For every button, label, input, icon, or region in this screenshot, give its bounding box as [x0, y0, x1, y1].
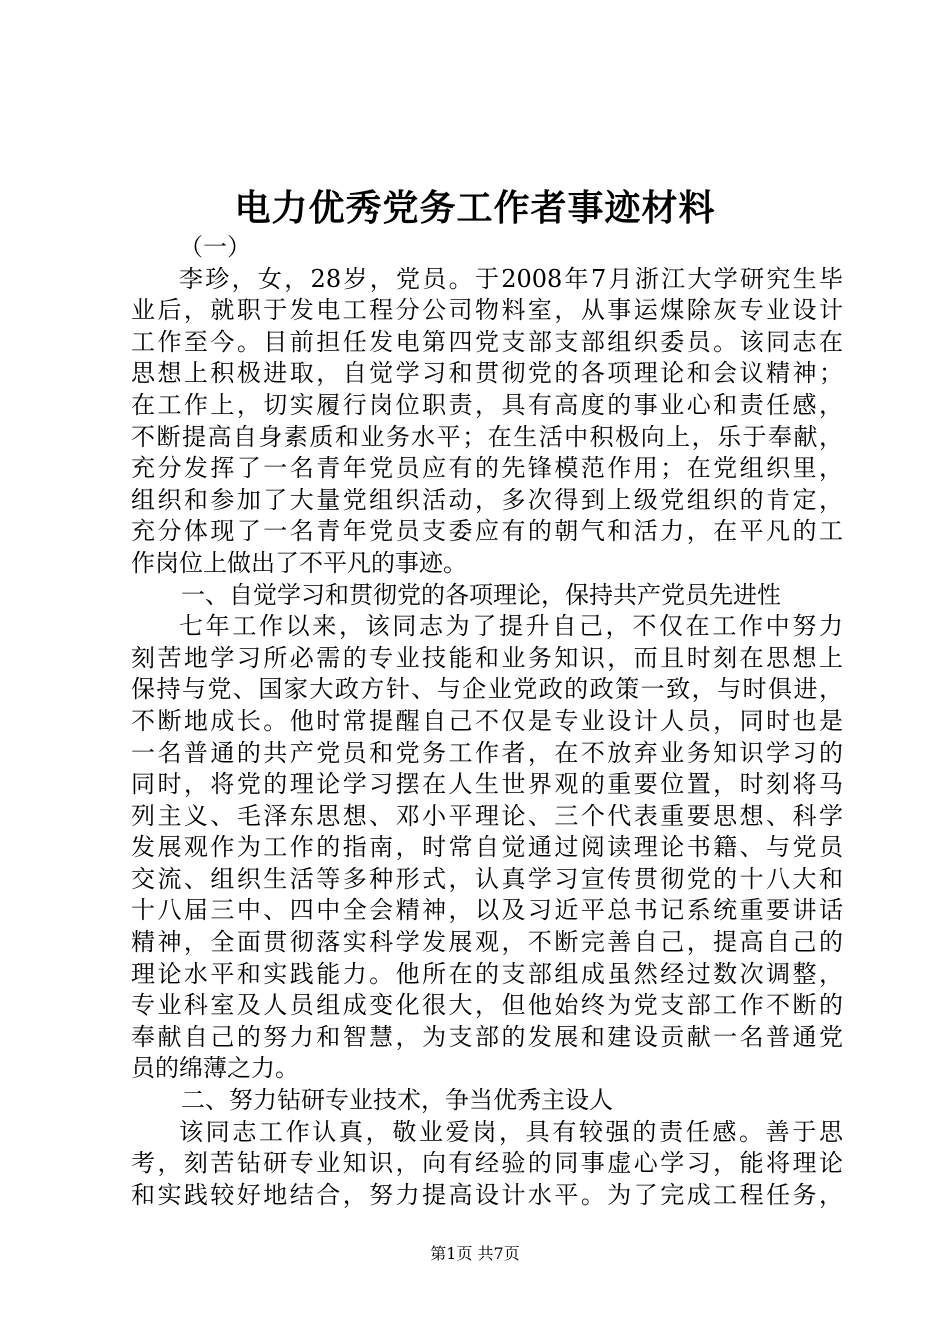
paragraph-line: 理论水平和实践能力。他所在的支部组成虽然经过数次调整，	[131, 959, 843, 988]
paragraph-line: 业后，就职于发电工程分公司物料室，从事运煤除灰专业设计	[131, 296, 843, 325]
paragraph-line: 和实践较好地结合，努力提高设计水平。为了完成工程任务，	[131, 1180, 843, 1209]
page-footer: 第1页 共7页	[430, 1244, 520, 1263]
paragraph-line: 工作至今。目前担任发电第四党支部支部组织委员。该同志在	[131, 327, 843, 356]
paragraph-line: 同时，将党的理论学习摆在人生世界观的重要位置，时刻将马	[131, 770, 843, 799]
section-heading: 二、努力钻研专业技术，争当优秀主设人	[181, 1086, 613, 1115]
paragraph-line: 十八届三中、四中全会精神，以及习近平总书记系统重要讲话	[131, 896, 843, 925]
paragraph-line: 李珍，女，28岁，党员。于2008年7月浙江大学研究生毕	[179, 264, 843, 293]
paragraph-line: 充分发挥了一名青年党员应有的先锋模范作用；在党组织里，	[131, 454, 843, 483]
paragraph-line: 在工作上，切实履行岗位职责，具有高度的事业心和责任感，	[131, 390, 843, 419]
paragraph-line: 思想上积极进取，自觉学习和贯彻党的各项理论和会议精神；	[131, 359, 843, 388]
paragraph-line: 不断提高自身素质和业务水平；在生活中积极向上，乐于奉献，	[131, 422, 843, 451]
paragraph-line: 考，刻苦钻研专业知识，向有经验的同事虚心学习，能将理论	[131, 1149, 843, 1178]
paragraph-line: 交流、组织生活等多种形式，认真学习宣传贯彻党的十八大和	[131, 864, 843, 893]
page-title: 电力优秀党务工作者事迹材料	[234, 188, 716, 229]
document-body	[131, 232, 843, 1211]
section-number: （一）	[179, 233, 251, 261]
section-heading: 一、自觉学习和贯彻党的各项理论，保持共产党员先进性	[181, 580, 781, 609]
paragraph-line: 充分体现了一名青年党员支委应有的朝气和活力，在平凡的工	[131, 517, 843, 546]
paragraph-line: 奉献自己的努力和智慧，为支部的发展和建设贡献一名普通党	[131, 1022, 843, 1051]
paragraph-line: 员的绵薄之力。	[131, 1054, 299, 1083]
paragraph-line: 精神，全面贯彻落实科学发展观，不断完善自己，提高自己的	[131, 928, 843, 957]
paragraph-line: 组织和参加了大量党组织活动，多次得到上级党组织的肯定，	[131, 485, 843, 514]
paragraph-line: 发展观作为工作的指南，时常自觉通过阅读理论书籍、与党员	[131, 833, 843, 862]
paragraph-line: 作岗位上做出了不平凡的事迹。	[131, 548, 467, 577]
paragraph-line: 列主义、毛泽东思想、邓小平理论、三个代表重要思想、科学	[131, 801, 843, 830]
paragraph-line: 一名普通的共产党员和党务工作者，在不放弃业务知识学习的	[131, 738, 843, 767]
paragraph-line: 七年工作以来，该同志为了提升自己，不仅在工作中努力	[179, 612, 843, 641]
paragraph-line: 该同志工作认真，敬业爱岗，具有较强的责任感。善于思	[179, 1117, 843, 1146]
paragraph-line: 专业科室及人员组成变化很大，但他始终为党支部工作不断的	[131, 991, 843, 1020]
paragraph-line: 保持与党、国家大政方针、与企业党政的政策一致，与时俱进，	[131, 675, 843, 704]
paragraph-line: 刻苦地学习所必需的专业技能和业务知识，而且时刻在思想上	[131, 643, 843, 672]
paragraph-line: 不断地成长。他时常提醒自己不仅是专业设计人员，同时也是	[131, 706, 843, 735]
